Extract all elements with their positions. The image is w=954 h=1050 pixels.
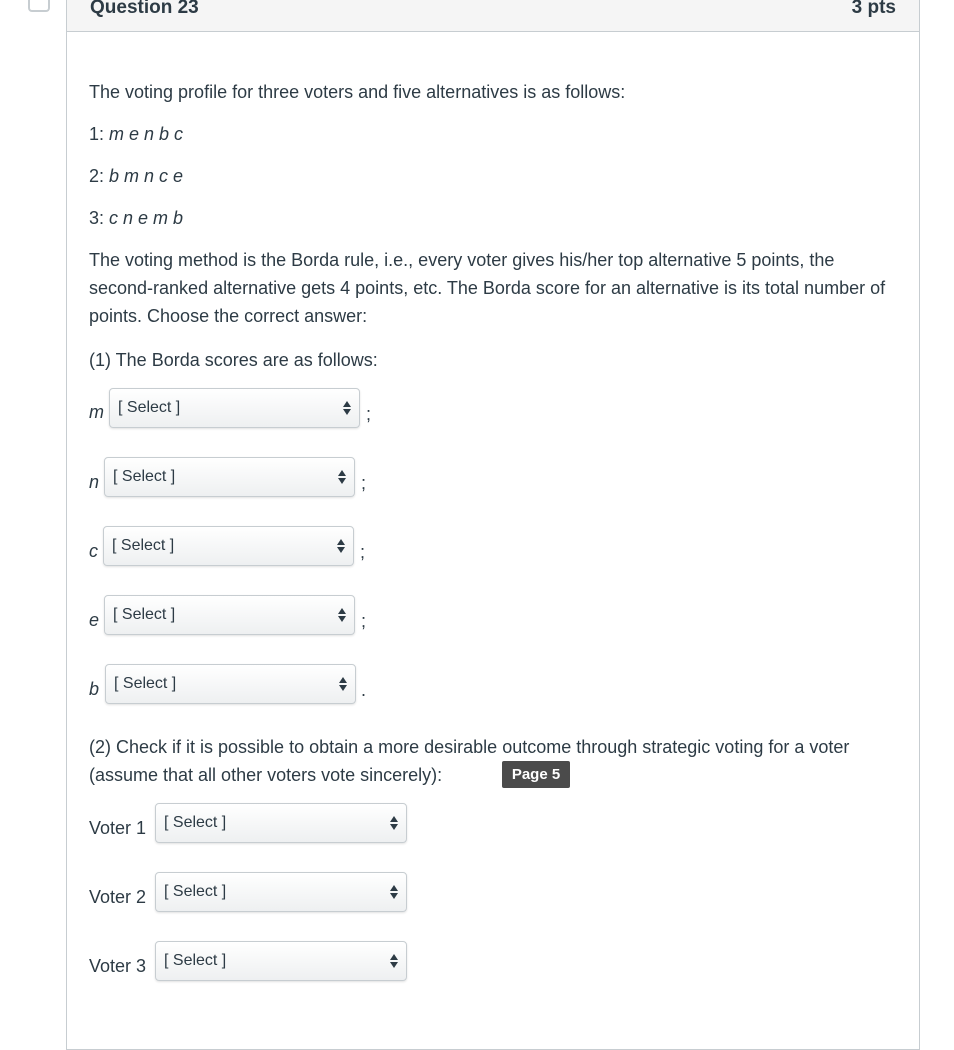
profile-prefix: 1: [89,124,110,144]
select-arrows-icon [342,397,352,419]
select-value: [ Select ] [112,537,175,554]
select-value: [ Select ] [113,606,176,623]
score-select-b[interactable] [105,664,356,704]
profile-ranking: m e n b c [109,124,184,144]
select-value: [ Select ] [164,883,227,900]
strategic-select-voter-2[interactable] [155,872,407,912]
score-label-c: c [89,541,98,561]
select-arrows-icon [337,466,347,488]
question-points: 3 pts [851,0,896,18]
method-description: The voting method is the Borda rule, i.e., every voter gives his/her top alternative 5 points, the second-ranked alternative gets 4 points, etc. The Borda score for an alternative is its total number of points. Choose the correct answer: [89,250,886,326]
score-select-m[interactable] [109,388,360,428]
score-select-n[interactable] [104,457,355,497]
profile-prefix: 2: [89,166,110,186]
select-value: [ Select ] [114,675,177,692]
profile-ranking: c n e m b [109,208,184,228]
score-label-m: m [89,402,104,422]
select-value: [ Select ] [118,399,181,416]
score-punct: ; [366,404,372,424]
score-label-n: n [89,472,100,492]
select-value: [ Select ] [164,814,227,831]
score-punct: ; [361,473,367,493]
strategic-select-voter-3[interactable] [155,941,407,981]
profile-voter-2 [89,162,183,190]
strategic-select-voter-1[interactable] [155,803,407,843]
profile-prefix: 3: [89,208,110,228]
score-punct: ; [360,542,366,562]
profile-voter-3 [89,204,183,232]
profile-ranking: b m n c e [109,166,184,186]
question-title: Question 23 [90,0,199,18]
score-select-e[interactable] [104,595,355,635]
select-arrows-icon [337,604,347,626]
select-value: [ Select ] [164,952,227,969]
profile-voter-1 [89,120,183,148]
select-arrows-icon [389,812,399,834]
score-label-b: b [89,679,100,699]
part2-heading: (2) Check if it is possible to obtain a more desirable outcome through strategic voting for a voter (assume that all other voters vote sincerely): [89,737,850,785]
select-arrows-icon [389,881,399,903]
voter-label-2: Voter 2 [89,887,147,907]
voter-label-1: Voter 1 [89,818,147,838]
bookmark-icon[interactable] [28,0,50,12]
question-header [67,0,919,32]
select-arrows-icon [336,535,346,557]
intro-text: The voting profile for three voters and five alternatives is as follows: [89,82,626,102]
select-value: [ Select ] [113,468,176,485]
part1-heading: (1) The Borda scores are as follows: [89,350,378,370]
score-select-c[interactable] [103,526,354,566]
select-arrows-icon [389,950,399,972]
voter-label-3: Voter 3 [89,956,147,976]
select-arrows-icon [338,673,348,695]
score-punct: . [361,680,367,700]
score-punct: ; [361,611,367,631]
score-label-e: e [89,610,100,630]
page-tooltip: Page 5 [502,761,570,788]
